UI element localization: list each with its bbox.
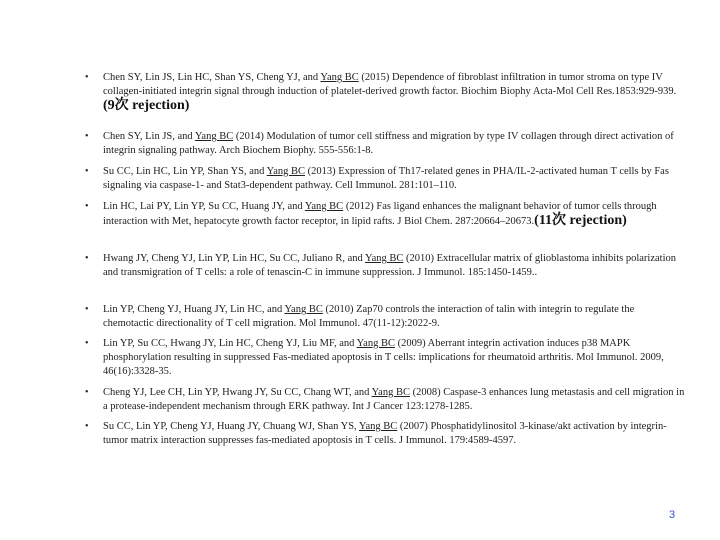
- highlighted-author: Yang BC: [358, 421, 398, 432]
- reference-text: [103, 200, 685, 229]
- reference-text: [103, 252, 685, 280]
- reference-details: (2010) Zap70 controls the interaction of talin with integrin to regulate the chemotactic directionality of T cell migration. Mol Immunol. 47(11-12):2022-9.: [103, 304, 635, 329]
- reference-text: [103, 420, 685, 448]
- reference-details: (2007) Phosphatidylinositol 3-kinase/akt activation by integrin-tumor matrix interaction suppresses fas-mediated apoptosis in T cells. J Immunol. 179:4589-4597.: [103, 421, 667, 446]
- highlighted-author: Yang BC: [371, 387, 410, 398]
- reference-text: [103, 165, 685, 193]
- reference-text: [103, 386, 685, 414]
- bullet-icon: •: [85, 201, 89, 212]
- bullet-icon: •: [85, 304, 89, 315]
- page-number: 3: [669, 509, 676, 521]
- bullet-icon: •: [85, 338, 89, 349]
- highlighted-author: Yang BC: [365, 253, 404, 264]
- bullet-icon: •: [85, 72, 89, 83]
- reference-details: (2012) Fas ligand enhances the malignant behavior of tumor cells through interaction with Met, hepatocyte growth factor receptor, in lipid rafts. J Biol Chem. 287:20664–20673.: [103, 201, 657, 227]
- reference-text: [103, 71, 685, 114]
- reference-details: (2009) Aberrant integrin activation induces p38 MAPK phosphorylation resulting in suppressed Fas-mediated apoptosis in T cells: implications for rheumatoid arthritis. Mol Immunol. 2009, 46(16):3328-35.: [103, 338, 664, 377]
- rejection-note: (9次 rejection): [103, 98, 190, 113]
- reference-item: [85, 386, 685, 414]
- reference-details: (2013) Expression of Th17-related genes in PHA/IL-2-activated human T cells by Fas signaling via caspase-1- and Stat3-dependent pathway. Cell Immunol. 281:101–110.: [103, 166, 669, 191]
- reference-details: (2015) Dependence of fibroblast infiltration in tumor stroma on type IV collagen-initiated integrin signal through induction of platelet-derived growth factor. Biochim Biophy Acta-Mol Cell Res.1853:929-939.: [103, 72, 677, 97]
- reference-item: [85, 71, 685, 114]
- reference-details: (2008) Caspase-3 enhances lung metastasis and cell migration in a protease-independent mechanism through ERK pathway. Int J Cancer 123:1278-1285.: [103, 387, 685, 412]
- highlighted-author: Yang BC: [320, 72, 359, 83]
- reference-item: [85, 165, 685, 193]
- reference-details: (2010) Extracellular matrix of glioblastoma inhibits polarization and transmigration of T cells: a role of tenascin-C in immune suppression. J Immunol. 185:1450-1459..: [103, 253, 676, 278]
- reference-authors: Hwang JY, Cheng YJ, Lin YP, Lin HC, Su CC, Juliano R, and: [103, 253, 366, 264]
- bullet-icon: •: [85, 387, 89, 398]
- reference-item: [85, 252, 685, 280]
- reference-authors: Su CC, Lin HC, Lin YP, Shan YS, and: [103, 166, 267, 177]
- reference-text: [103, 337, 685, 379]
- highlighted-author: Yang BC: [284, 304, 323, 315]
- reference-authors: Lin HC, Lai PY, Lin YP, Su CC, Huang JY, and: [103, 201, 305, 212]
- highlighted-author: Yang BC: [266, 166, 305, 177]
- bullet-icon: •: [85, 253, 89, 264]
- reference-authors: Su CC, Lin YP, Cheng YJ, Huang JY, Chuang WJ, Shan YS,: [103, 421, 359, 432]
- reference-item: [85, 303, 685, 331]
- reference-authors: Lin YP, Cheng YJ, Huang JY, Lin HC, and: [103, 304, 285, 315]
- reference-text: [103, 303, 685, 331]
- reference-item: [85, 200, 685, 229]
- highlighted-author: Yang BC: [194, 131, 234, 142]
- reference-details: (2014) Modulation of tumor cell stiffness and migration by type IV collagen through direct activation of integrin signaling pathway. Arch Biochem Biophy. 555-556:1-8.: [103, 131, 674, 156]
- reference-item: [85, 420, 685, 448]
- highlighted-author: Yang BC: [356, 338, 395, 349]
- bullet-icon: •: [85, 131, 89, 142]
- rejection-note: (11次 rejection): [534, 213, 627, 228]
- reference-authors: Cheng YJ, Lee CH, Lin YP, Hwang JY, Su CC, Chang WT, and: [103, 387, 372, 398]
- reference-authors: Chen SY, Lin JS, Lin HC, Shan YS, Cheng YJ, and: [103, 72, 321, 83]
- reference-item: [85, 337, 685, 379]
- bullet-icon: •: [85, 421, 89, 432]
- reference-text: [103, 130, 685, 158]
- highlighted-author: Yang BC: [304, 201, 344, 212]
- reference-authors: Lin YP, Su CC, Hwang JY, Lin HC, Cheng YJ, Liu MF, and: [103, 338, 357, 349]
- reference-item: [85, 130, 685, 158]
- bullet-icon: •: [85, 166, 89, 177]
- reference-authors: Chen SY, Lin JS, and: [103, 131, 195, 142]
